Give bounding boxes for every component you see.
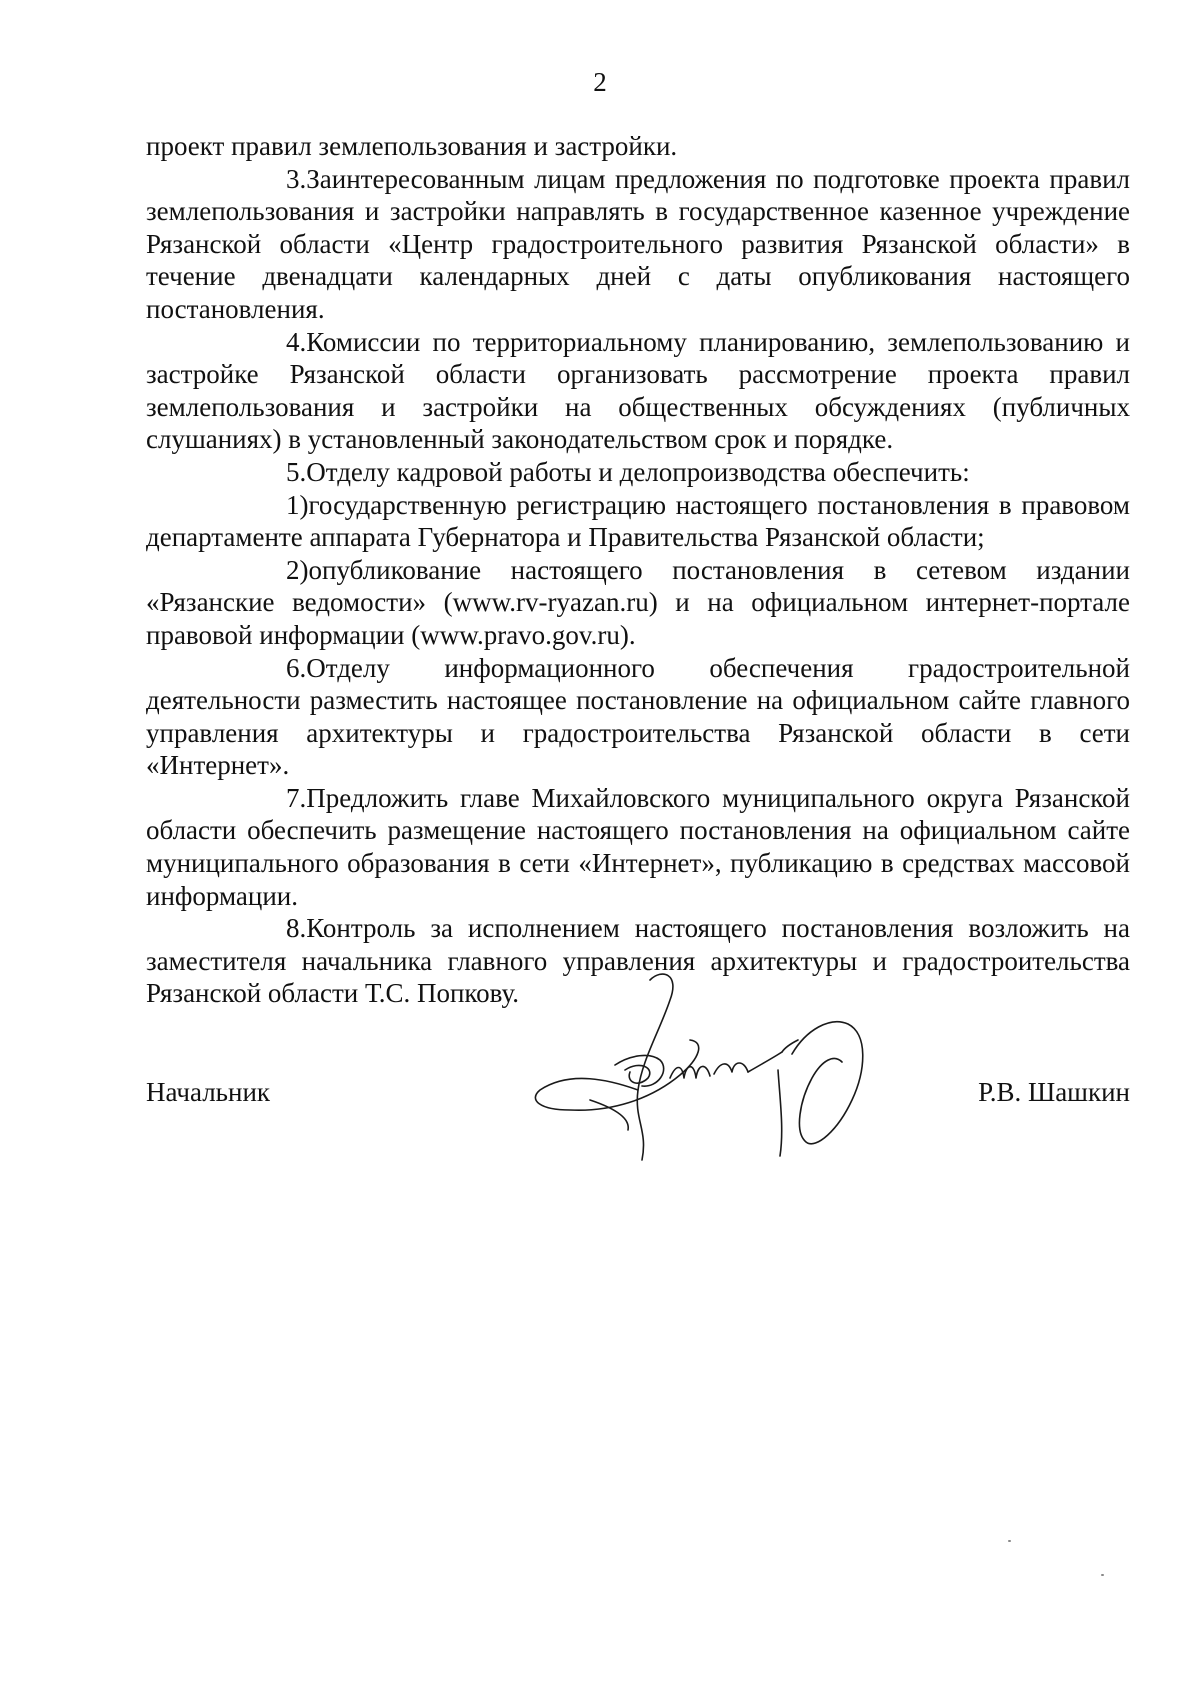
paragraph-7-number: 7. bbox=[286, 782, 307, 813]
paragraph-3 bbox=[146, 163, 1130, 326]
paragraph-6-text: Отделу информационного обеспечения градостроительной деятельности разместить настоящее постановление на официальном сайте главного управления архитектуры и градостроительства Рязанской области в сети «Интернет». bbox=[146, 652, 1130, 781]
paragraph-6 bbox=[146, 652, 1130, 782]
scan-speck bbox=[1008, 1540, 1011, 1542]
paragraph-5-1-text: государственную регистрацию настоящего постановления в правовом департаменте аппарата Губернатора и Правительства Рязанской области; bbox=[146, 489, 1130, 553]
signatory-name: Р.В. Шашкин bbox=[978, 1077, 1130, 1107]
signature-block bbox=[146, 1076, 1130, 1116]
document-body bbox=[146, 130, 1130, 1010]
paragraph-4 bbox=[146, 326, 1130, 456]
paragraph-8-number: 8. bbox=[286, 913, 307, 944]
paragraph-7 bbox=[146, 782, 1130, 912]
paragraph-5-1-number: 1) bbox=[286, 489, 309, 520]
paragraph-7-text: Предложить главе Михайловского муниципального округа Рязанской области обеспечить размещение настоящего постановления на официальном сайте муниципального образования в сети «Интернет», публикацию в средствах массовой информации. bbox=[146, 782, 1130, 911]
paragraph-5-text: Отделу кадровой работы и делопроизводства обеспечить: bbox=[306, 456, 970, 487]
paragraph-3-number: 3. bbox=[286, 163, 307, 194]
paragraph-3-text: Заинтересованным лицам предложения по подготовке проекта правил землепользования и застройки направлять в государственное казенное учреждение Рязанской области «Центр градостроительного развития Рязанской области» в течение двенадцати календарных дней с даты опубликования настоящего постановления. bbox=[146, 163, 1130, 324]
scan-speck bbox=[1101, 1574, 1104, 1576]
paragraph-8-text: Контроль за исполнением настоящего постановления возложить на заместителя начальника главного управления архитектуры и градостроительства Рязанской области Т.С. Попкову. bbox=[146, 913, 1130, 1009]
paragraph-continuation: проект правил землепользования и застройки. bbox=[146, 131, 678, 161]
paragraph-4-text: Комиссии по территориальному планированию, землепользованию и застройке Рязанской области организовать рассмотрение проекта правил землепользования и застройки на общественных обсуждениях (публичных слушаниях) в установленный законодательством срок и порядке. bbox=[146, 326, 1130, 455]
paragraph-5-2-number: 2) bbox=[286, 554, 309, 585]
paragraph-5-2 bbox=[146, 554, 1130, 652]
paragraph-5-2-text: опубликование настоящего постановления в сетевом издании «Рязанские ведомости» (www.rv-ryazan.ru) и на официальном интернет-портале правовой информации (www.pravo.gov.ru). bbox=[146, 554, 1130, 650]
paragraph-5-number: 5. bbox=[286, 456, 307, 487]
paragraph-5-1 bbox=[146, 489, 1130, 554]
paragraph-6-number: 6. bbox=[286, 652, 307, 683]
paragraph-5 bbox=[146, 456, 1130, 489]
paragraph-4-number: 4. bbox=[286, 326, 307, 357]
page-number: 2 bbox=[593, 67, 607, 97]
signatory-title: Начальник bbox=[146, 1077, 271, 1107]
